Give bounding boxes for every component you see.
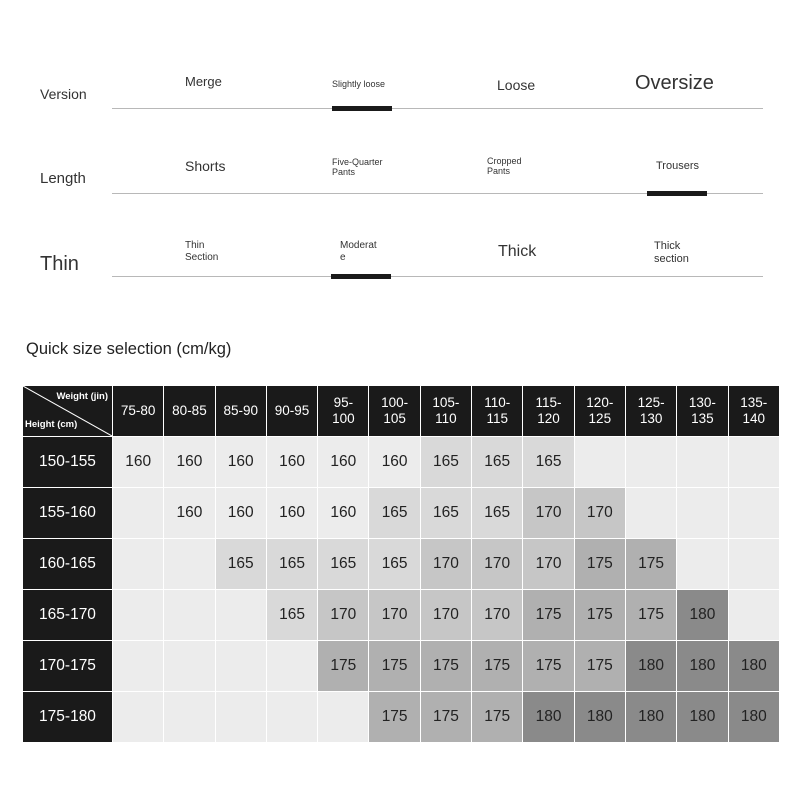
size-cell xyxy=(677,437,728,488)
size-cell xyxy=(677,539,728,590)
size-cell: 180 xyxy=(728,692,779,743)
size-cell: 165 xyxy=(420,437,471,488)
size-cell: 175 xyxy=(523,590,574,641)
weight-header: 90-95 xyxy=(266,386,317,437)
size-cell: 165 xyxy=(318,539,369,590)
weight-header: 110- 115 xyxy=(472,386,523,437)
size-cell: 175 xyxy=(574,641,625,692)
weight-header: 95- 100 xyxy=(318,386,369,437)
size-cell: 160 xyxy=(215,488,266,539)
corner-height-label: Height (cm) xyxy=(25,419,78,430)
size-cell xyxy=(164,539,215,590)
size-cell: 170 xyxy=(420,539,471,590)
size-cell xyxy=(574,437,625,488)
attribute-track xyxy=(112,108,763,109)
weight-header: 135- 140 xyxy=(728,386,779,437)
attribute-option[interactable]: Oversize xyxy=(635,72,714,94)
table-row xyxy=(23,692,780,743)
attribute-option[interactable]: Thin Section xyxy=(185,240,219,263)
table-row xyxy=(23,590,780,641)
attribute-label: Version xyxy=(40,86,87,102)
size-cell: 170 xyxy=(472,590,523,641)
size-cell: 160 xyxy=(113,437,164,488)
size-cell: 175 xyxy=(318,641,369,692)
attribute-option[interactable]: Thick section xyxy=(654,240,689,265)
size-cell xyxy=(215,641,266,692)
size-cell xyxy=(113,692,164,743)
attribute-track xyxy=(112,276,763,277)
height-header: 165-170 xyxy=(23,590,113,641)
attribute-option[interactable]: Slightly loose xyxy=(332,79,386,89)
table-row xyxy=(23,539,780,590)
attribute-label: Length xyxy=(40,170,86,187)
size-cell: 160 xyxy=(164,488,215,539)
size-cell: 165 xyxy=(215,539,266,590)
size-cell: 160 xyxy=(318,488,369,539)
size-cell xyxy=(164,590,215,641)
weight-header: 85-90 xyxy=(215,386,266,437)
weight-header: 80-85 xyxy=(164,386,215,437)
attribute-option[interactable]: Merge xyxy=(185,74,222,89)
size-cell: 180 xyxy=(677,692,728,743)
size-cell xyxy=(728,488,779,539)
height-header: 150-155 xyxy=(23,437,113,488)
size-cell: 180 xyxy=(625,641,676,692)
weight-header: 115- 120 xyxy=(523,386,574,437)
attribute-option[interactable]: Shorts xyxy=(185,158,226,174)
size-cell: 180 xyxy=(523,692,574,743)
size-cell: 160 xyxy=(164,437,215,488)
size-table xyxy=(22,385,780,743)
size-cell xyxy=(728,590,779,641)
size-cell: 170 xyxy=(523,488,574,539)
size-cell: 175 xyxy=(369,692,420,743)
size-cell: 180 xyxy=(677,590,728,641)
weight-header: 120- 125 xyxy=(574,386,625,437)
size-cell xyxy=(318,692,369,743)
selected-marker xyxy=(331,274,391,279)
size-cell xyxy=(113,590,164,641)
size-cell: 175 xyxy=(420,641,471,692)
table-row xyxy=(23,488,780,539)
size-cell xyxy=(677,488,728,539)
weight-header: 105- 110 xyxy=(420,386,471,437)
height-header: 160-165 xyxy=(23,539,113,590)
size-cell: 180 xyxy=(677,641,728,692)
size-cell: 170 xyxy=(574,488,625,539)
size-cell xyxy=(625,488,676,539)
size-cell: 165 xyxy=(266,539,317,590)
size-cell: 160 xyxy=(266,488,317,539)
table-row xyxy=(23,437,780,488)
table-row xyxy=(23,641,780,692)
size-cell: 180 xyxy=(574,692,625,743)
size-cell: 180 xyxy=(728,641,779,692)
size-cell: 175 xyxy=(369,641,420,692)
size-cell: 175 xyxy=(625,590,676,641)
size-cell: 165 xyxy=(420,488,471,539)
size-cell xyxy=(113,488,164,539)
size-cell xyxy=(215,692,266,743)
weight-header: 130- 135 xyxy=(677,386,728,437)
size-cell: 175 xyxy=(420,692,471,743)
attribute-option[interactable]: Moderat e xyxy=(340,240,377,263)
size-cell: 180 xyxy=(625,692,676,743)
size-cell: 165 xyxy=(472,488,523,539)
size-cell: 160 xyxy=(318,437,369,488)
weight-header-row xyxy=(23,386,780,437)
size-cell xyxy=(164,692,215,743)
attribute-option[interactable]: Thick xyxy=(498,243,537,260)
size-table-body xyxy=(23,437,780,743)
attribute-option[interactable]: Loose xyxy=(497,77,536,93)
size-cell xyxy=(164,641,215,692)
size-cell: 170 xyxy=(472,539,523,590)
size-cell: 165 xyxy=(523,437,574,488)
table-corner xyxy=(23,386,113,437)
size-cell: 175 xyxy=(625,539,676,590)
attribute-option[interactable]: Five-Quarter Pants xyxy=(332,157,383,178)
size-cell xyxy=(728,539,779,590)
attribute-label: Thin xyxy=(40,253,79,275)
size-cell: 170 xyxy=(420,590,471,641)
size-cell xyxy=(266,641,317,692)
selected-marker xyxy=(647,191,707,196)
size-cell: 165 xyxy=(266,590,317,641)
size-cell: 170 xyxy=(523,539,574,590)
size-cell: 170 xyxy=(318,590,369,641)
height-header: 170-175 xyxy=(23,641,113,692)
size-cell xyxy=(266,692,317,743)
attribute-option[interactable]: Trousers xyxy=(656,160,699,172)
size-cell xyxy=(625,437,676,488)
size-cell: 175 xyxy=(523,641,574,692)
weight-header: 75-80 xyxy=(113,386,164,437)
corner-weight-label: Weight (jin) xyxy=(56,391,108,402)
selected-marker xyxy=(332,106,392,111)
size-cell xyxy=(113,641,164,692)
size-cell xyxy=(113,539,164,590)
size-cell xyxy=(728,437,779,488)
size-cell: 160 xyxy=(266,437,317,488)
weight-header: 100- 105 xyxy=(369,386,420,437)
size-cell: 170 xyxy=(369,590,420,641)
size-cell: 165 xyxy=(369,539,420,590)
size-cell: 175 xyxy=(574,590,625,641)
size-cell: 175 xyxy=(472,641,523,692)
size-cell: 165 xyxy=(369,488,420,539)
size-table-title: Quick size selection (cm/kg) xyxy=(26,340,232,358)
height-header: 155-160 xyxy=(23,488,113,539)
size-cell: 175 xyxy=(472,692,523,743)
attribute-option[interactable]: Cropped Pants xyxy=(487,156,522,177)
size-cell: 165 xyxy=(472,437,523,488)
size-cell xyxy=(215,590,266,641)
size-cell: 160 xyxy=(369,437,420,488)
height-header: 175-180 xyxy=(23,692,113,743)
size-cell: 160 xyxy=(215,437,266,488)
weight-header: 125- 130 xyxy=(625,386,676,437)
size-cell: 175 xyxy=(574,539,625,590)
